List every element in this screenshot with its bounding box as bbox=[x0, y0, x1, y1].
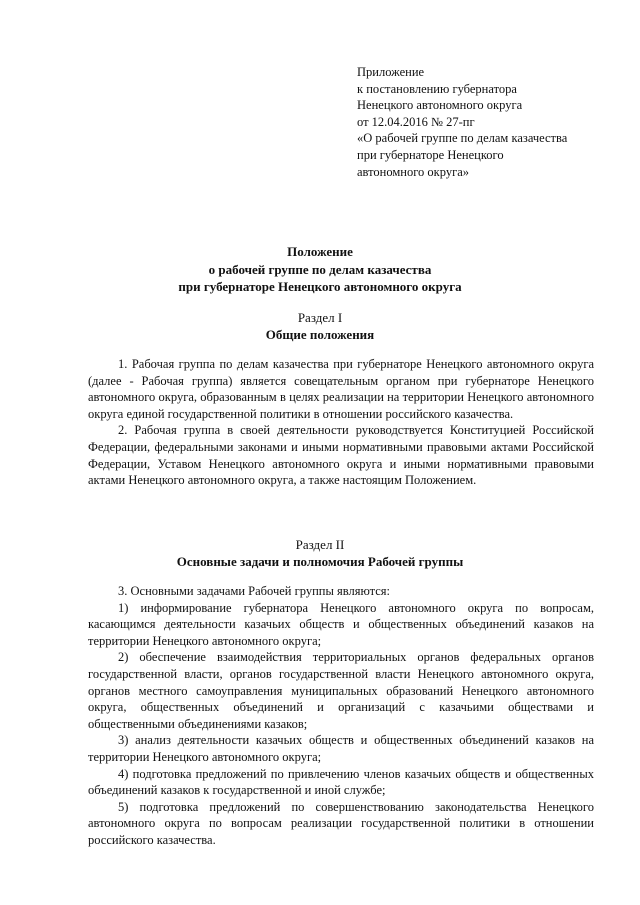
appendix-line: при губернаторе Ненецкого bbox=[357, 147, 504, 162]
appendix-block bbox=[357, 64, 627, 180]
paragraph: 3. Основными задачами Рабочей группы являются: bbox=[118, 584, 391, 598]
appendix-line: к постановлению губернатора bbox=[357, 81, 517, 96]
section-1-label: Раздел I bbox=[297, 310, 343, 325]
appendix-line: Приложение bbox=[357, 65, 425, 79]
section-2-heading: Основные задачи и полномочия Рабочей группы bbox=[176, 554, 464, 569]
appendix-line: «О рабочей группе по делам казачества bbox=[357, 131, 568, 146]
section-1-heading: Общие положения bbox=[265, 327, 375, 342]
title-line-1: Положение bbox=[287, 244, 353, 259]
list-item: 3) анализ деятельности казачьих обществ и общественных объединений казаков на территории Ненецкого автономного округа; bbox=[88, 733, 594, 764]
appendix-line: Ненецкого автономного округа bbox=[357, 98, 523, 113]
title-line-3: при губернаторе Ненецкого автономного округа bbox=[178, 279, 462, 294]
document-title bbox=[0, 243, 640, 296]
appendix-line: от 12.04.2016 № 27-пг bbox=[357, 114, 475, 129]
paragraph: 2. Рабочая группа в своей деятельности руководствуется Конституцией Российской Федерации, федеральными законами и иными нормативными правовыми актами Российской Федерации, Уставом Ненецкого автономного округа и иными нормативными правовыми актами Ненецкого автономного округа, а также настоящим Положением. bbox=[88, 423, 594, 488]
paragraph: 1. Рабочая группа по делам казачества при губернаторе Ненецкого автономного округа (далее - Рабочая группа) является совещательным органом при губернаторе Ненецкого автономного округа, образованным в целях реализации на территории Ненецкого автономного округа единой государственной политики в отношении российского казачества. bbox=[88, 357, 594, 421]
title-line-2: о рабочей группе по делам казачества bbox=[208, 261, 432, 277]
section-1-body bbox=[88, 356, 594, 489]
list-item: 5) подготовка предложений по совершенствованию законодательства Ненецкого автономного округа по вопросам реализации государственной политики в отношении российского казачества. bbox=[88, 799, 594, 847]
appendix-line: автономного округа» bbox=[357, 164, 470, 179]
section-2-body bbox=[88, 583, 594, 849]
list-item: 1) информирование губернатора Ненецкого автономного округа по вопросам, касающимся деятельности казачьих обществ и общественных объединений казаков на территории Ненецкого автономного округа; bbox=[88, 600, 594, 648]
list-item: 4) подготовка предложений по привлечению членов казачьих обществ и общественных объединений казаков к государственной и иной службе; bbox=[88, 766, 594, 798]
section-2-label: Раздел II bbox=[295, 537, 345, 552]
list-item: 2) обеспечение взаимодействия территориальных органов федеральных органов государственной власти, органов государственной власти Ненецкого автономного округа, органов местного самоуправления муниципальных образований Ненецкого автономного округа, общественных объединений и организаций с казачьими обществами и общественными объединениями казаков; bbox=[88, 650, 594, 731]
